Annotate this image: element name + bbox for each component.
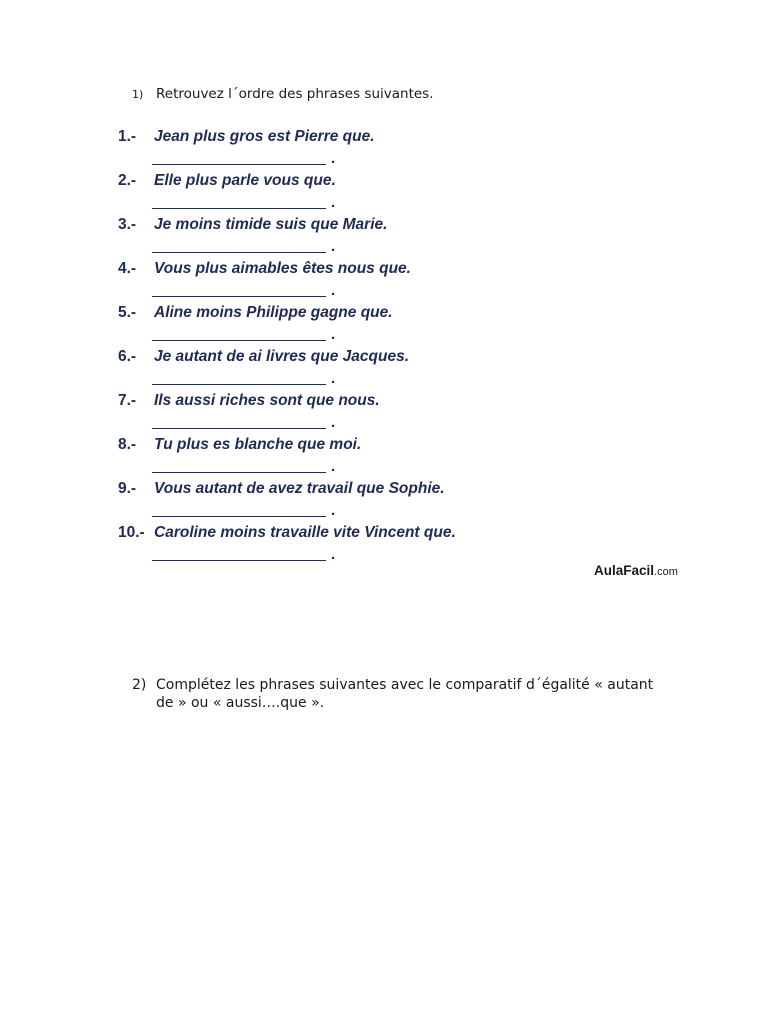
exercise-item	[118, 216, 678, 260]
item-end: .	[331, 370, 336, 387]
item-end: .	[331, 546, 336, 563]
item-end: .	[331, 502, 336, 519]
answer-blank	[152, 164, 326, 165]
item-end: .	[331, 458, 336, 475]
logo-suffix-text: .com	[654, 566, 678, 578]
item-text: Caroline moins travaille vite Vincent que.	[154, 524, 456, 541]
exercise-item	[118, 260, 678, 304]
answer-blank	[152, 384, 326, 385]
item-text: Vous plus aimables êtes nous que.	[154, 260, 411, 277]
item-text: Ils aussi riches sont que nous.	[154, 392, 380, 409]
aulafacil-logo	[594, 563, 678, 578]
exercise-item	[118, 128, 678, 172]
item-end: .	[331, 326, 336, 343]
answer-blank	[152, 472, 326, 473]
item-end: .	[331, 414, 336, 431]
item-number: 1.-	[118, 128, 137, 145]
answer-blank	[152, 516, 326, 517]
item-text: Vous autant de avez travail que Sophie.	[154, 480, 445, 497]
exercise-item	[118, 480, 678, 524]
item-number: 4.-	[118, 260, 137, 277]
exercise-image	[118, 128, 698, 588]
item-number: 6.-	[118, 348, 137, 365]
item-number: 3.-	[118, 216, 137, 233]
answer-blank	[152, 428, 326, 429]
item-end: .	[331, 282, 336, 299]
item-text: Je autant de ai livres que Jacques.	[154, 348, 410, 365]
answer-blank	[152, 560, 326, 561]
item-number: 9.-	[118, 480, 137, 497]
answer-blank	[152, 208, 326, 209]
item-number: 10.-	[118, 524, 145, 541]
item-number: 5.-	[118, 304, 137, 321]
item-number: 8.-	[118, 436, 137, 453]
exercise-item	[118, 436, 678, 480]
answer-blank	[152, 252, 326, 253]
question-1-number: 1)	[132, 88, 144, 101]
exercise-item	[118, 524, 678, 568]
item-text: Aline moins Philippe gagne que.	[154, 304, 393, 321]
item-text: Je moins timide suis que Marie.	[154, 216, 388, 233]
question-1	[132, 86, 434, 102]
item-text: Elle plus parle vous que.	[154, 172, 336, 189]
item-text: Jean plus gros est Pierre que.	[154, 128, 375, 145]
exercise-item	[118, 304, 678, 348]
question-2-instruction: Complétez les phrases suivantes avec le comparatif d´égalité « autant de » ou « aussi….que ».	[156, 677, 654, 711]
item-text: Tu plus es blanche que moi.	[154, 436, 362, 453]
answer-blank	[152, 340, 326, 341]
exercise-item	[118, 172, 678, 216]
exercise-item	[118, 392, 678, 436]
item-end: .	[331, 194, 336, 211]
item-number: 2.-	[118, 172, 137, 189]
item-number: 7.-	[118, 392, 137, 409]
question-2	[132, 676, 672, 712]
logo-main-text: AulaFacil	[594, 563, 655, 578]
question-1-instruction: Retrouvez l´ordre des phrases suivantes.	[156, 86, 434, 102]
item-end: .	[331, 238, 336, 255]
question-2-number: 2)	[132, 677, 147, 693]
item-end: .	[331, 150, 336, 167]
answer-blank	[152, 296, 326, 297]
exercise-item	[118, 348, 678, 392]
